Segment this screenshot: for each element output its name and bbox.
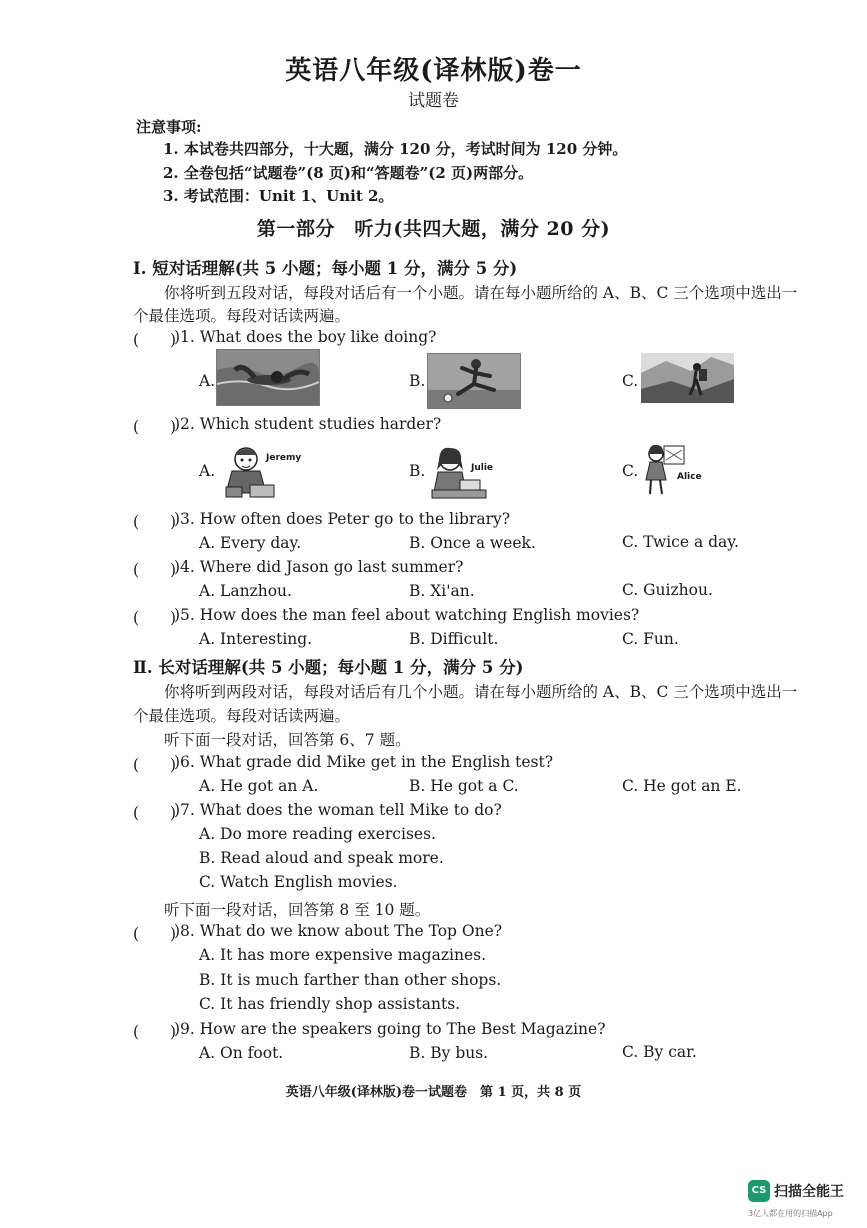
section-1-instruction-line1: 你将听到五段对话，每段对话后有一个小题。请在每小题所给的 A、B、C 三个选项中选出一 xyxy=(164,284,798,302)
q3-option-a: A. Every day. xyxy=(199,534,302,552)
answer-paren-3: ( ) xyxy=(133,513,177,531)
question-8-stem: )8. What do we know about The Top One? xyxy=(174,922,503,940)
q7-option-a: A. Do more reading exercises. xyxy=(199,825,436,843)
question-9-stem: )9. How are the speakers going to The Best Magazine? xyxy=(174,1020,606,1038)
q3-option-b: B. Once a week. xyxy=(409,534,536,552)
exam-subtitle: 试题卷 xyxy=(408,91,459,111)
julie-name-label: Julie xyxy=(471,463,494,473)
camscanner-tagline: 3亿人都在用的扫描App xyxy=(748,1209,833,1218)
question-6-stem: )6. What grade did Mike get in the English test? xyxy=(174,753,554,771)
q8-option-a: A. It has more expensive magazines. xyxy=(199,946,486,964)
section-2-title: Ⅱ. 长对话理解(共 5 小题；每小题 1 分，满分 5 分) xyxy=(133,658,524,677)
q3-option-c: C. Twice a day. xyxy=(622,533,739,551)
question-1-stem: )1. What does the boy like doing? xyxy=(174,328,437,346)
q2-option-c-label: C. xyxy=(622,462,639,480)
q1-option-c-label: C. xyxy=(622,372,639,390)
camscanner-name: 扫描全能王 xyxy=(774,1184,844,1200)
section-1-instruction-line2: 个最佳选项。每段对话读两遍。 xyxy=(133,307,351,325)
notice-item-3: 3. 考试范围：Unit 1、Unit 2。 xyxy=(163,187,394,205)
hiker-image xyxy=(641,353,734,403)
section-1-title: Ⅰ. 短对话理解(共 5 小题；每小题 1 分，满分 5 分) xyxy=(133,259,518,278)
exam-title: 英语八年级(译林版)卷一 xyxy=(285,56,582,86)
q6-option-c: C. He got an E. xyxy=(622,777,742,795)
q8-option-b: B. It is much farther than other shops. xyxy=(199,971,502,989)
q5-option-a: A. Interesting. xyxy=(199,630,313,648)
q4-option-c: C. Guizhou. xyxy=(622,581,713,599)
question-3-stem: )3. How often does Peter go to the library? xyxy=(174,510,511,528)
q7-option-b: B. Read aloud and speak more. xyxy=(199,849,444,867)
q2-option-a-label: A. xyxy=(199,462,216,480)
dialogue-group-1-prompt: 听下面一段对话，回答第 6、7 题。 xyxy=(164,731,411,749)
answer-paren-2: ( ) xyxy=(133,418,177,436)
notice-item-2: 2. 全卷包括“试题卷”(8 页)和“答题卷”(2 页)两部分。 xyxy=(163,164,534,182)
q4-option-a: A. Lanzhou. xyxy=(199,582,292,600)
answer-paren-7: ( ) xyxy=(133,804,177,822)
answer-paren-5: ( ) xyxy=(133,609,177,627)
question-4-stem: )4. Where did Jason go last summer? xyxy=(174,558,464,576)
answer-paren-4: ( ) xyxy=(133,561,177,579)
part-1-title: 第一部分 听力(共四大题，满分 20 分) xyxy=(256,218,611,240)
camscanner-logo-icon: CS xyxy=(748,1180,770,1202)
dialogue-group-2-prompt: 听下面一段对话，回答第 8 至 10 题。 xyxy=(164,901,431,919)
question-7-stem: )7. What does the woman tell Mike to do? xyxy=(174,801,502,819)
q6-option-a: A. He got an A. xyxy=(199,777,319,795)
q9-option-a: A. On foot. xyxy=(199,1044,284,1062)
jeremy-cartoon xyxy=(222,441,284,501)
q4-option-b: B. Xi'an. xyxy=(409,582,475,600)
q6-option-b: B. He got a C. xyxy=(409,777,519,795)
answer-paren-1: ( ) xyxy=(133,331,177,349)
section-2-instruction-line2: 个最佳选项。每段对话读两遍。 xyxy=(133,707,351,725)
q7-option-c: C. Watch English movies. xyxy=(199,873,398,891)
q8-option-c: C. It has friendly shop assistants. xyxy=(199,995,461,1013)
q2-option-b-label: B. xyxy=(409,462,426,480)
alice-cartoon xyxy=(642,440,686,496)
answer-paren-8: ( ) xyxy=(133,925,177,943)
q1-option-b-label: B. xyxy=(409,372,426,390)
notice-heading: 注意事项: xyxy=(136,118,202,136)
answer-paren-6: ( ) xyxy=(133,756,177,774)
soccer-player-image xyxy=(427,353,521,409)
notice-item-1: 1. 本试卷共四部分，十大题，满分 120 分，考试时间为 120 分钟。 xyxy=(163,140,628,158)
question-5-stem: )5. How does the man feel about watching English movies? xyxy=(174,606,640,624)
q5-option-c: C. Fun. xyxy=(622,630,679,648)
q9-option-b: B. By bus. xyxy=(409,1044,489,1062)
swimmer-image xyxy=(216,349,320,406)
q9-option-c: C. By car. xyxy=(622,1043,697,1061)
q1-option-a-label: A. xyxy=(199,372,216,390)
question-2-stem: )2. Which student studies harder? xyxy=(174,415,442,433)
section-2-instruction-line1: 你将听到两段对话，每段对话后有几个小题。请在每小题所给的 A、B、C 三个选项中选出一 xyxy=(164,683,798,701)
answer-paren-9: ( ) xyxy=(133,1023,177,1041)
jeremy-name-label: Jeremy xyxy=(266,453,302,463)
q5-option-b: B. Difficult. xyxy=(409,630,499,648)
alice-name-label: Alice xyxy=(677,472,702,482)
page-footer: 英语八年级(译林版)卷一试题卷 第 1 页，共 8 页 xyxy=(285,1085,582,1100)
